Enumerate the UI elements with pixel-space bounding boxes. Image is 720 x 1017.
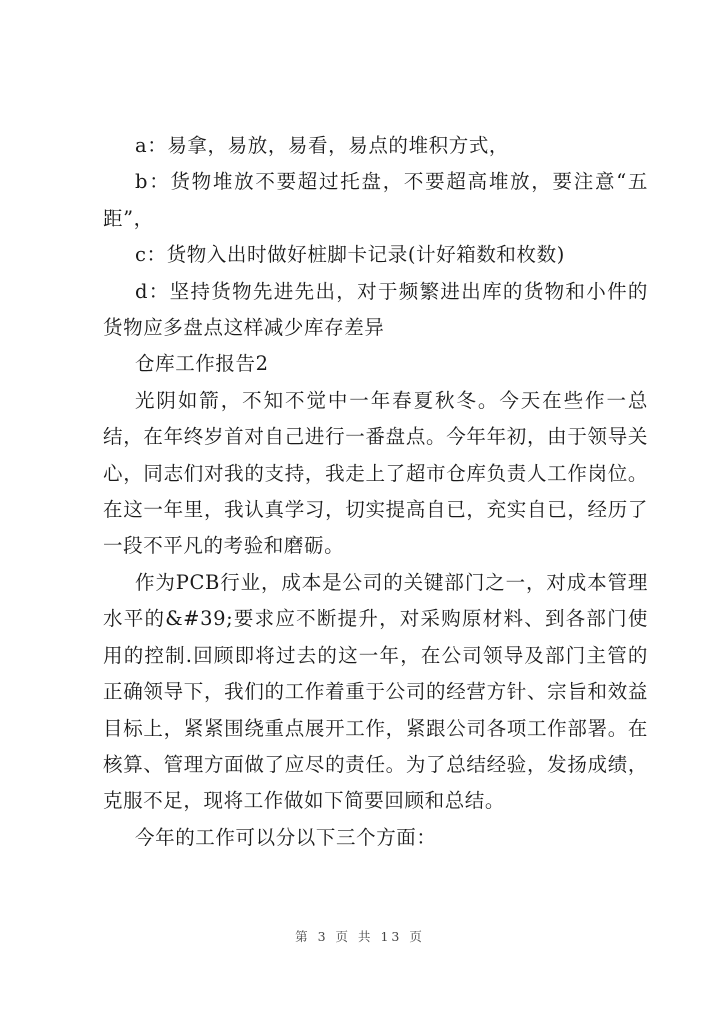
list-item-c: c：货物入出时做好桩脚卡记录(计好箱数和枚数) xyxy=(135,243,565,267)
section-heading: 仓库工作报告2 xyxy=(135,352,269,376)
body-paragraph-1: 光阴如箭，不知不觉中一年春夏秋冬。今天在些作一总结，在年终岁首对自己进行一番盘点。今年年初，由于领导关心，同志们对我的支持，我走上了超市仓库负责人工作岗位。在这一年里，我认真学习，切实提高自已，充实自已，经历了一段不平凡的考验和磨砺。 xyxy=(103,388,648,558)
body-paragraph-2: 作为PCB行业，成本是公司的关键部门之一，对成本管理水平的&#39;要求应不断提升，对采购原材料、到各部门使用的控制.回顾即将过去的这一年，在公司领导及部门主管的正确领导下，我们的工作着重于公司的经营方针、宗旨和效益目标上，紧紧围绕重点展开工作，紧跟公司各项工作部署。在核算、管理方面做了应尽的责任。为了总结经验，发扬成绩，克服不足，现将工作做如下简要回顾和总结。 xyxy=(103,570,648,813)
list-item-a: a：易拿，易放，易看，易点的堆积方式， xyxy=(135,134,510,157)
body-paragraph-3: 今年的工作可以分以下三个方面： xyxy=(135,825,437,849)
list-item-b: b：货物堆放不要超过托盘，不要超高堆放，要注意“五距”， xyxy=(103,170,648,230)
document-body xyxy=(103,128,648,856)
page-footer: 第 3 页 共 13 页 xyxy=(295,929,425,944)
list-item-d: d：坚持货物先进先出，对于频繁进出库的货物和小件的货物应多盘点这样减少库存差异 xyxy=(103,279,648,340)
